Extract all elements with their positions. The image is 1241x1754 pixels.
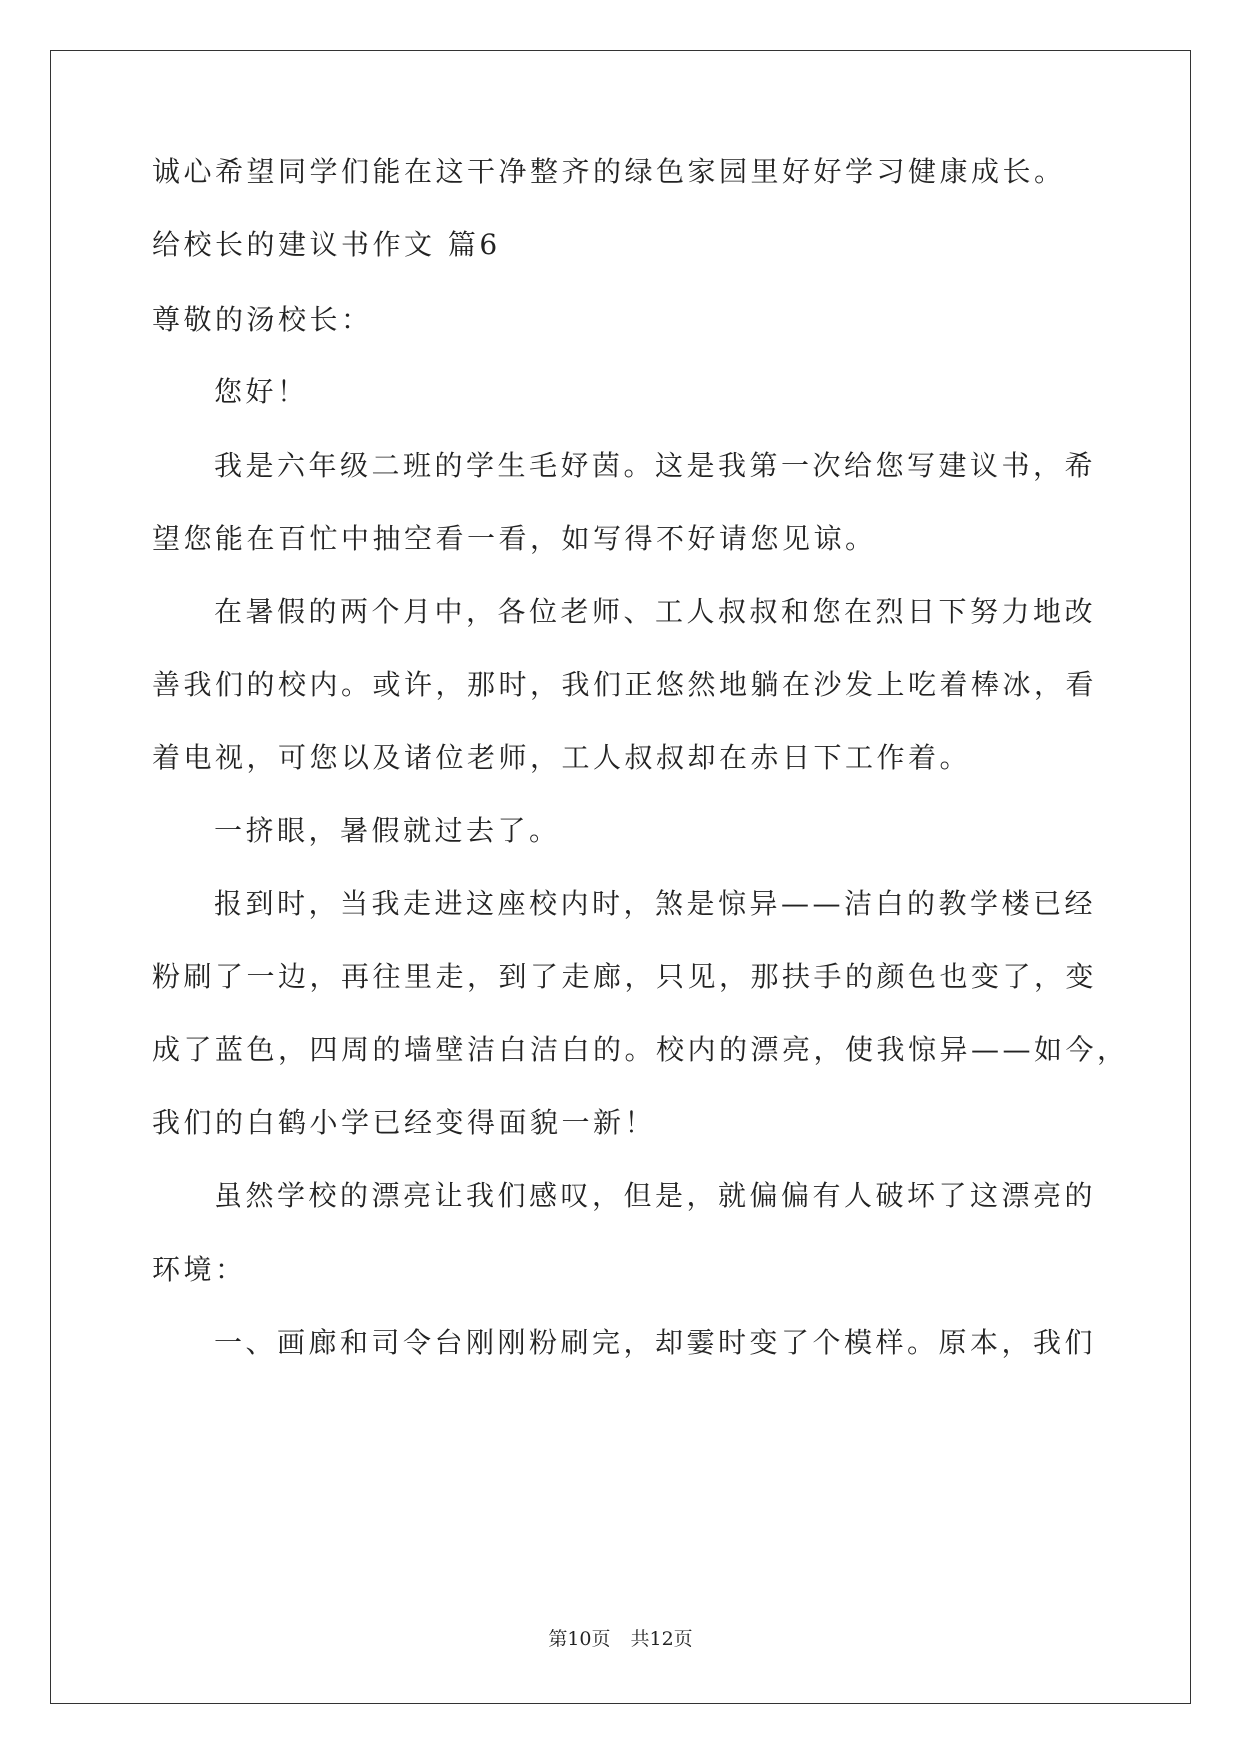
page-border xyxy=(50,50,1191,1704)
paragraph-line: 成了蓝色，四周的墙壁洁白洁白的。校内的漂亮，使我惊异——如今， xyxy=(152,1033,1129,1066)
paragraph-line: 环境： xyxy=(152,1253,247,1286)
salutation: 尊敬的汤校长： xyxy=(152,303,373,336)
greeting: 您好！ xyxy=(214,375,309,408)
page-total: 共12页 xyxy=(630,1628,693,1650)
section-heading: 给校长的建议书作文 篇6 xyxy=(152,228,501,261)
paragraph-line: 诚心希望同学们能在这干净整齐的绿色家园里好好学习健康成长。 xyxy=(152,155,1066,188)
paragraph-line: 我是六年级二班的学生毛妤茵。这是我第一次给您写建议书，希 xyxy=(214,449,1097,482)
page-footer xyxy=(0,1624,1241,1651)
page-number: 第10页 xyxy=(548,1628,611,1650)
paragraph-line: 报到时，当我走进这座校内时，煞是惊异——洁白的教学楼已经 xyxy=(214,887,1097,920)
paragraph-line: 我们的白鹤小学已经变得面貌一新！ xyxy=(152,1106,657,1139)
paragraph-line: 望您能在百忙中抽空看一看，如写得不好请您见谅。 xyxy=(152,522,877,555)
paragraph-line: 虽然学校的漂亮让我们感叹，但是，就偏偏有人破坏了这漂亮的 xyxy=(214,1179,1097,1212)
paragraph-line: 一、画廊和司令台刚刚粉刷完，却霎时变了个模样。原本，我们 xyxy=(214,1326,1097,1359)
paragraph-line: 粉刷了一边，再往里走，到了走廊，只见，那扶手的颜色也变了，变 xyxy=(152,960,1098,993)
paragraph-line: 着电视，可您以及诸位老师，工人叔叔却在赤日下工作着。 xyxy=(152,741,972,774)
paragraph-line: 在暑假的两个月中，各位老师、工人叔叔和您在烈日下努力地改 xyxy=(214,595,1097,628)
paragraph-line: 一挤眼，暑假就过去了。 xyxy=(214,814,561,847)
paragraph-line: 善我们的校内。或许，那时，我们正悠然地躺在沙发上吃着棒冰，看 xyxy=(152,668,1098,701)
